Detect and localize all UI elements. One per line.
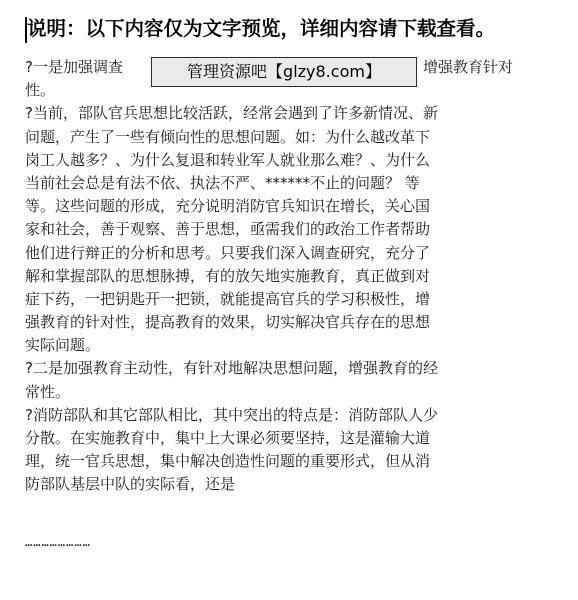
paragraph-line: 当前社会总是有法不依、执法不严、******不止的问题？ 等 [25,173,420,192]
truncation-ellipsis: …………………… [25,535,91,549]
paragraph-line: 岗工人越多？、为什么复退和转业军人就业那么难？、为什么 [25,150,431,169]
paragraph-line: ?消防部队和其它部队相比，其中突出的特点是：消防部队人少 [25,405,438,424]
paragraph-line: 性。 [25,81,56,100]
paragraph-line: 症下药，一把钥匙开一把锁，就能提高官兵的学习积极性，增 [25,289,431,308]
paragraph-line: 等。这些问题的形成，充分说明消防官兵知识在增长，关心国 [25,197,431,216]
paragraph-line: 防部队基层中队的实际看，还是 [25,475,236,494]
paragraph-line: 家和社会，善于观察、善于思想，亟需我们的政治工作者帮助 [25,220,431,239]
paragraph-line: 实际问题。 [25,336,101,355]
paragraph-line: 他们进行辩正的分析和思考。只要我们深入调查研究，充分了 [25,243,431,262]
article-body [25,56,555,497]
paragraph-line: 解和掌握部队的思想脉搏，有的放矢地实施教育，真正做到对 [25,266,431,285]
preview-notice: 说明：以下内容仅为文字预览，详细内容请下载查看。 [27,17,496,40]
paragraph-line: 理，统一官兵思想，集中解决创造性问题的重要形式，但从消 [25,452,431,471]
watermark-banner: 管理资源吧【glzy8.com】 [151,57,417,87]
paragraph-line: ?二是加强教育主动性，有针对地解决思想问题，增强教育的经 [25,359,438,378]
paragraph-line-left: ?一是加强调查 [25,58,123,76]
paragraph-line-right: 增强教育针对 [423,58,514,76]
paragraph-line: ?当前，部队官兵思想比较活跃，经常会遇到了许多新情况、新 [25,104,438,123]
paragraph-line: 问题，产生了一些有倾向性的思想问题。如：为什么越改革下 [25,127,431,146]
paragraph-line: 强教育的针对性，提高教育的效果，切实解决官兵存在的思想 [25,313,431,332]
paragraph-line: 分散。在实施教育中，集中上大课必须要坚持，这是灌输大道 [25,429,431,447]
paragraph-line: 常性。 [25,382,71,401]
